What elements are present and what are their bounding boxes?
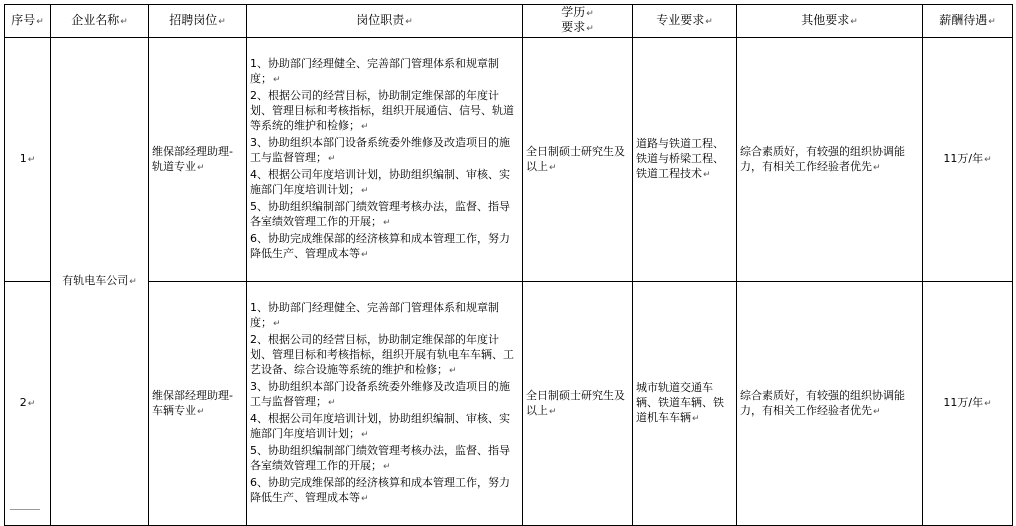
header-duties: 岗位职责↵ (247, 5, 523, 38)
recruitment-table (4, 4, 1013, 526)
row-duties (247, 282, 523, 526)
header-major: 专业要求↵ (633, 5, 737, 38)
header-row (5, 5, 1013, 38)
duty-item: 3、协助组织本部门设备系统委外维修及改造项目的施工与监督管理；↵ (250, 380, 510, 408)
header-other: 其他要求↵ (737, 5, 923, 38)
row-other: 综合素质好，有较强的组织协调能力，有相关工作经验者优先↵ (737, 38, 923, 282)
duty-item: 1、协助部门经理健全、完善部门管理体系和规章制度；↵ (250, 301, 499, 329)
duty-item: 5、协助组织编制部门绩效管理考核办法，监督、指导各室绩效管理工作的开展；↵ (250, 200, 510, 228)
row-education: 全日制硕士研究生及以上↵ (523, 38, 633, 282)
row-other: 综合素质好，有较强的组织协调能力，有相关工作经验者优先↵ (737, 282, 923, 526)
duty-item: 2、根据公司的经营目标，协助制定维保部的年度计划、管理目标和考核指标，组织开展通信、信号、轨道等系统的维护和检修；↵ (250, 89, 514, 132)
duty-item: 2、根据公司的经营目标，协助制定维保部的年度计划、管理目标和考核指标，组织开展有轨电车车辆、工艺设备、综合设施等系统的维护和检修；↵ (250, 333, 514, 376)
page-edge-mark (10, 509, 40, 514)
row-no: 2↵ (5, 282, 51, 526)
header-no: 序号↵ (5, 5, 51, 38)
duty-item: 4、根据公司年度培训计划，协助组织编制、审核、实施部门年度培训计划；↵ (250, 168, 510, 196)
company-name: 有轨电车公司↵ (51, 38, 149, 526)
table-row (5, 282, 1013, 526)
duty-item: 4、根据公司年度培训计划，协助组织编制、审核、实施部门年度培训计划；↵ (250, 412, 510, 440)
row-salary: 11万/年↵ (923, 282, 1013, 526)
header-salary: 薪酬待遇↵ (923, 5, 1013, 38)
row-education: 全日制硕士研究生及以上↵ (523, 282, 633, 526)
duty-item: 3、协助组织本部门设备系统委外维修及改造项目的施工与监督管理；↵ (250, 136, 510, 164)
table-row (5, 38, 1013, 282)
row-duties (247, 38, 523, 282)
row-salary: 11万/年↵ (923, 38, 1013, 282)
duty-item: 5、协助组织编制部门绩效管理考核办法，监督、指导各室绩效管理工作的开展；↵ (250, 444, 510, 472)
duty-item: 6、协助完成维保部的经济核算和成本管理工作，努力降低生产、管理成本等↵ (250, 232, 510, 260)
header-position: 招聘岗位↵ (149, 5, 247, 38)
row-no: 1↵ (5, 38, 51, 282)
row-position: 维保部经理助理-车辆专业↵ (149, 282, 247, 526)
header-company: 企业名称↵ (51, 5, 149, 38)
row-major: 城市轨道交通车辆、铁道车辆、铁道机车车辆↵ (633, 282, 737, 526)
duty-item: 1、协助部门经理健全、完善部门管理体系和规章制度；↵ (250, 57, 499, 85)
header-education: 学历↵ 要求↵ (523, 5, 633, 38)
row-major: 道路与铁道工程、铁道与桥梁工程、铁道工程技术↵ (633, 38, 737, 282)
row-position: 维保部经理助理-轨道专业↵ (149, 38, 247, 282)
duty-item: 6、协助完成维保部的经济核算和成本管理工作，努力降低生产、管理成本等↵ (250, 476, 510, 504)
